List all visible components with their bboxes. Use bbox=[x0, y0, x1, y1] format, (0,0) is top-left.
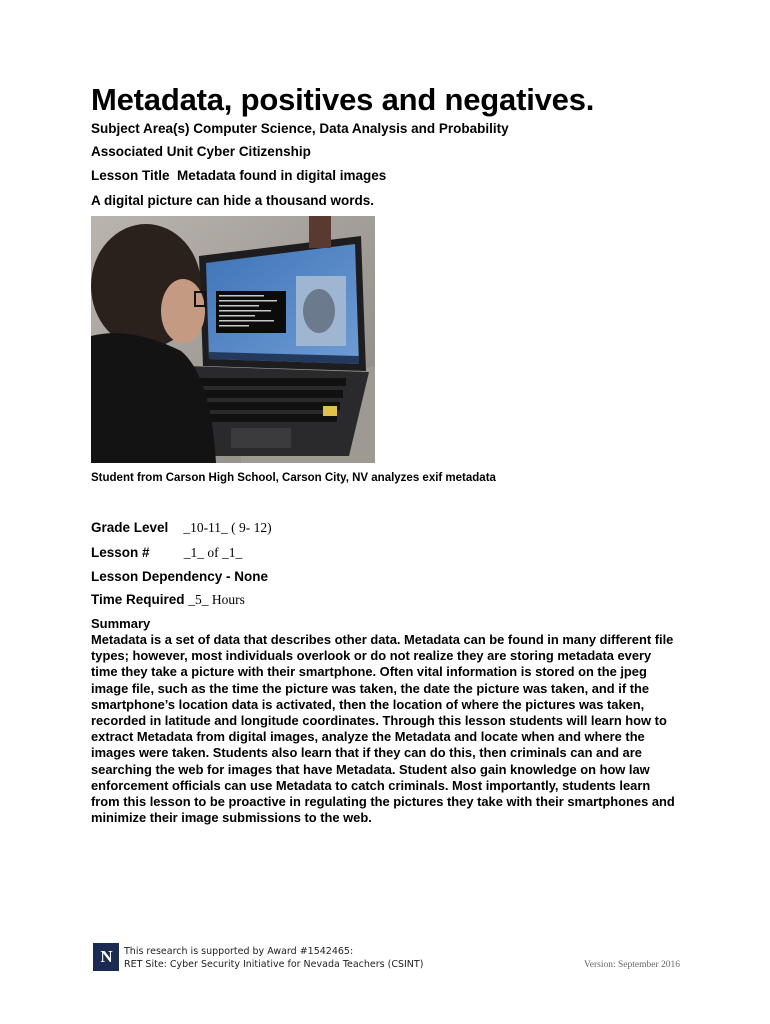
associated-unit-label: Associated Unit bbox=[91, 144, 194, 159]
lesson-number-value: _1_ of _1_ bbox=[183, 545, 243, 560]
tagline: A digital picture can hide a thousand words. bbox=[91, 193, 375, 208]
time-required-line bbox=[91, 592, 245, 608]
grade-level-line bbox=[91, 520, 272, 536]
subject-area-line bbox=[91, 121, 509, 136]
grade-level-label: Grade Level bbox=[91, 520, 169, 535]
summary-heading: Summary bbox=[91, 616, 151, 631]
footer-line-2: RET Site: Cyber Security Initiative for Nevada Teachers (CSINT) bbox=[124, 959, 424, 970]
lesson-title-line bbox=[91, 168, 386, 183]
lesson-title-value: Metadata found in digital images bbox=[177, 168, 387, 183]
subject-area-label: Subject Area(s) bbox=[91, 121, 190, 136]
lesson-dependency: Lesson Dependency - None bbox=[91, 569, 269, 584]
subject-area-value: Computer Science, Data Analysis and Probability bbox=[193, 121, 509, 136]
university-logo-icon bbox=[93, 943, 119, 971]
logo-letter: N bbox=[100, 947, 112, 966]
footer-line-1: This research is supported by Award #1542465: bbox=[124, 946, 354, 957]
associated-unit-line bbox=[91, 144, 311, 159]
page-title: Metadata, positives and negatives. bbox=[91, 82, 595, 117]
time-required-value: _5_ Hours bbox=[188, 592, 245, 607]
time-required-label: Time Required bbox=[91, 592, 185, 607]
lesson-number-label: Lesson # bbox=[91, 545, 150, 560]
version-label: Version: September 2016 bbox=[583, 960, 680, 970]
associated-unit-value: Cyber Citizenship bbox=[196, 144, 311, 159]
lesson-title-label: Lesson Title bbox=[91, 168, 170, 183]
student-laptop-photo bbox=[91, 216, 375, 463]
grade-level-value: _10-11_ ( 9- 12) bbox=[183, 520, 272, 535]
summary-body: Metadata is a set of data that describes other data. Metadata can be found in many different file types; however, most individuals overlook or do not realize they are storing metadata every time they take a picture with their smartphone. Often vital information is stored on the jpeg image file, such as the time the picture was taken, the date the picture was taken, and if the smartphone’s location data is activated, then the location of where the pictures was taken, recorded in latitude and longitude coordinates. Through this lesson students will learn how to extract Metadata from digital images, analyze the Metadata and locate when and where the images were taken. Students also learn that if they can do this, then criminals can and are searching the web for images that have Metadata. Student also gain knowledge on how law enforcement officials can use Metadata to catch criminals. Most importantly, students learn from this lesson to be proactive in regulating the pictures they take with their smartphones and minimize their image submissions to the web. bbox=[91, 632, 675, 826]
lesson-number-line bbox=[91, 545, 242, 561]
photo-caption: Student from Carson High School, Carson City, NV analyzes exif metadata bbox=[91, 472, 496, 484]
footer-award-text bbox=[124, 945, 423, 971]
